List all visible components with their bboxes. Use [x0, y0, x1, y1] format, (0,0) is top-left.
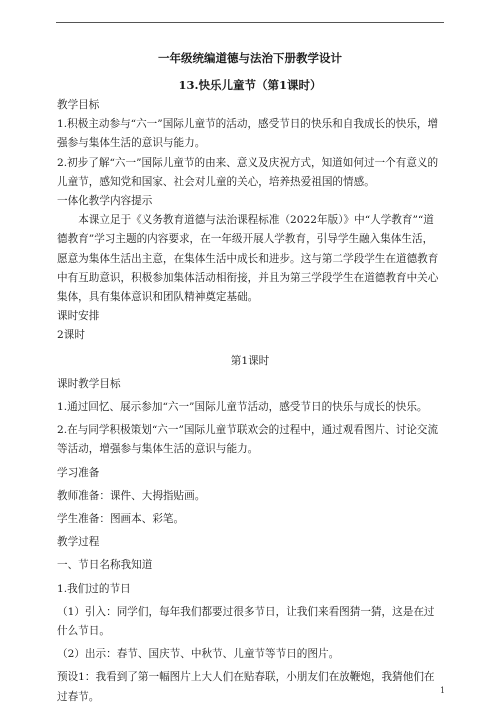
- goal-2: 2.初步了解“六一”国际儿童节的由来、意义及庆祝方式，知道如何过一个有意义的儿童节，感知党和国家、社会对儿童的关心，培养热爱祖国的情感。: [57, 156, 439, 188]
- preset-1: 预设1：我看到了第一幅图片上大人们在贴春联，小朋友们在放鞭炮，我猜他们在过春节。: [57, 671, 435, 703]
- lesson-goal-2: 2.在与同学积极策划“六一”国际儿童节联欢会的过程中，通过观看图片、讨论交流等活动，增强参与集体生活的意识与能力。: [57, 424, 439, 456]
- prep-student: 学生准备：图画本、彩笔。: [57, 513, 185, 526]
- lesson-heading: 第1课时: [230, 354, 270, 367]
- goal-1: 1.积极主动参与“六一”国际儿童节的活动，感受节日的快乐和自我成长的快乐，增强参与集体生活的意识与能力。: [57, 118, 439, 150]
- section-1-1-heading: 1.我们过的节日: [57, 582, 131, 595]
- step-2: （2）出示：春节、国庆节、中秋节、儿童节等节日的图片。: [57, 648, 340, 661]
- schedule-value: 2课时: [57, 329, 85, 342]
- document-title: 一年级统编道德与法治下册教学设计: [158, 51, 342, 65]
- integration-text: 本课立足于《义务教育道德与法治课程标准（2022年版）》中“人学教育”“道德教育”学习主题的内容要求，在一年级开展人学教育，引导学生融入集体生活，愿意为集体生活出主意，在集体生活中成长和进步。这与第二学段学生在道德教育中有互助意识，积极参加集体活动相衔接，并且为第三学段学生在道德教育中关心集体，具有集体意识和团队精神奠定基础。: [57, 214, 439, 304]
- document-body: [57, 44, 446, 707]
- section-1-heading: 一、节日名称我知道: [57, 559, 153, 572]
- lesson-goal-1: 1.通过回忆、展示参加“六一”国际儿童节活动，感受节日的快乐与成长的快乐。: [57, 401, 428, 414]
- integration-heading: 一体化教学内容提示: [57, 195, 153, 208]
- lesson-goals-heading: 课时教学目标: [57, 377, 121, 390]
- header-rule: [56, 22, 444, 23]
- process-heading: 教学过程: [57, 536, 100, 549]
- prep-heading: 学习准备: [57, 466, 100, 479]
- teaching-goals-heading: 教学目标: [57, 99, 100, 111]
- page-number: 1: [440, 686, 446, 695]
- step-1: （1）引入：同学们，每年我们都要过很多节日，让我们来看图猜一猜，这是在过什么节日。: [57, 605, 435, 638]
- prep-teacher: 教师准备：课件、大拇指贴画。: [57, 489, 206, 502]
- lesson-subtitle: 13.快乐儿童节（第1课时）: [178, 78, 322, 92]
- schedule-heading: 课时安排: [57, 310, 100, 323]
